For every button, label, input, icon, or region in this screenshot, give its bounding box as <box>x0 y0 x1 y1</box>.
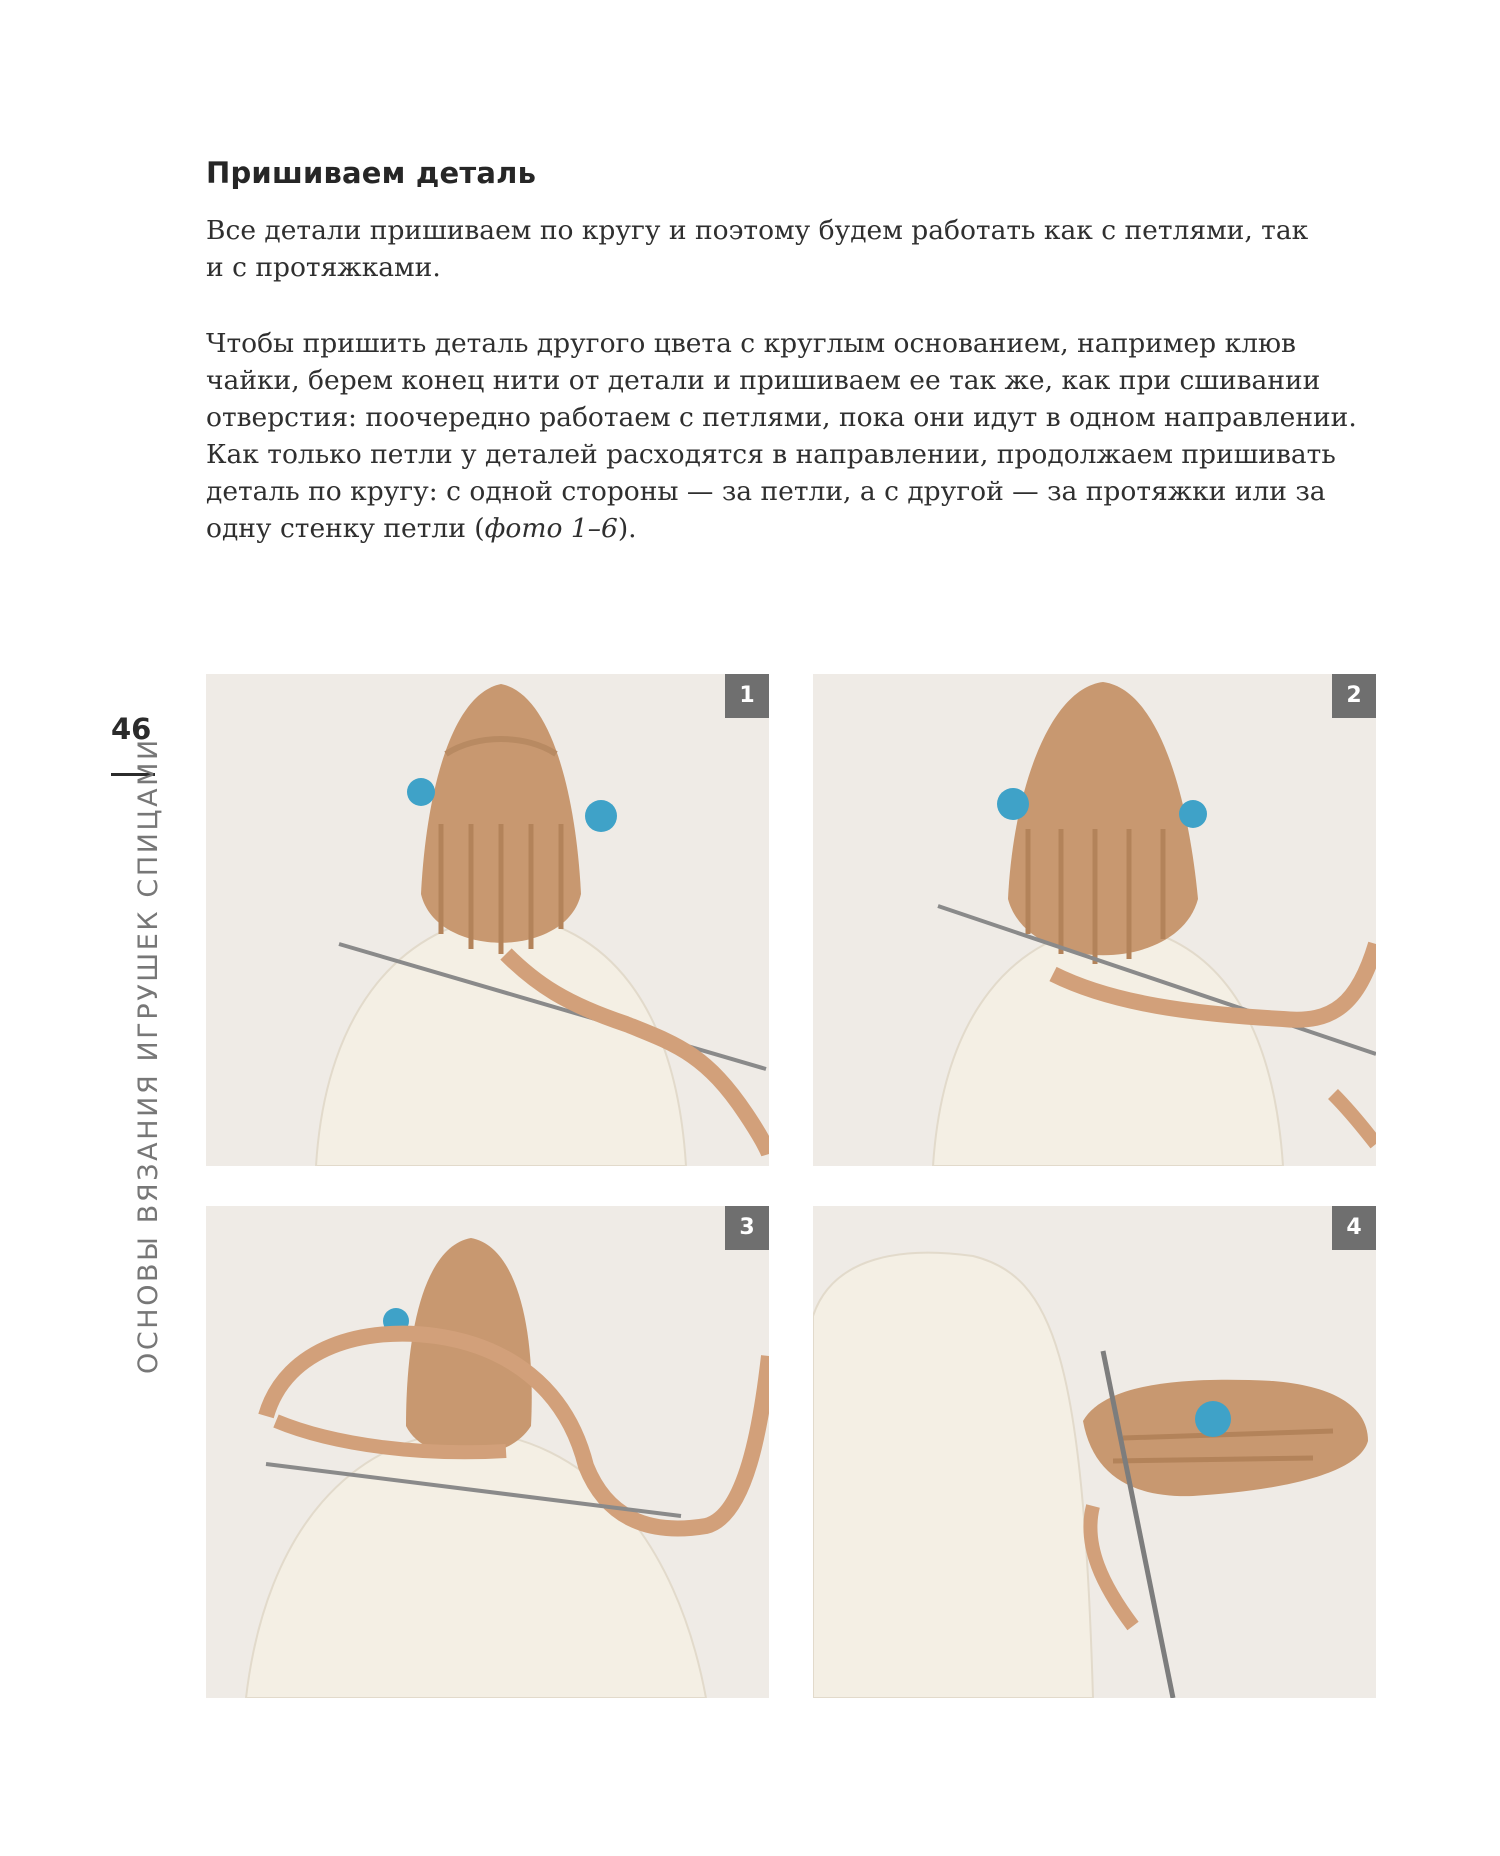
photo-number-badge: 1 <box>725 674 769 718</box>
text-line: Все детали пришиваем по кругу и поэтому будем работать как с петлями, так <box>206 215 1309 246</box>
photo-2-illustration <box>813 674 1376 1166</box>
intro-paragraph <box>206 212 1396 286</box>
photo-1 <box>206 674 769 1166</box>
text-line: Чтобы пришить деталь другого цвета с круглым основанием, например клюв <box>206 328 1296 359</box>
photo-4 <box>813 1206 1376 1698</box>
photo-number-badge: 2 <box>1332 674 1376 718</box>
photo-3-illustration <box>206 1206 769 1698</box>
instructions-paragraph <box>206 325 1396 547</box>
text-line: Как только петли у деталей расходятся в направлении, продолжаем пришивать <box>206 439 1336 470</box>
photo-reference: фото 1–6 <box>484 513 618 544</box>
page-number: 46 <box>111 712 152 746</box>
photo-2 <box>813 674 1376 1166</box>
text-segment: одну стенку петли ( <box>206 513 485 544</box>
photo-1-illustration <box>206 674 769 1166</box>
photo-number-badge: 3 <box>725 1206 769 1250</box>
text-line: отверстия: поочередно работаем с петлями, пока они идут в одном направлении. <box>206 402 1357 433</box>
text-line: деталь по кругу: с одной стороны — за петли, а с другой — за протяжки или за <box>206 476 1326 507</box>
photo-4-illustration <box>813 1206 1376 1698</box>
text-segment: ). <box>617 513 637 544</box>
text-line <box>206 510 1396 547</box>
photo-3 <box>206 1206 769 1698</box>
text-line: и с протяжками. <box>206 252 441 283</box>
photo-number-badge: 4 <box>1332 1206 1376 1250</box>
section-heading: Пришиваем деталь <box>206 156 537 190</box>
text-line: чайки, берем конец нити от детали и пришиваем ее так же, как при сшивании <box>206 365 1321 396</box>
running-title: ОСНОВЫ ВЯЗАНИЯ ИГРУШЕК СПИЦАМИ <box>133 737 164 1374</box>
